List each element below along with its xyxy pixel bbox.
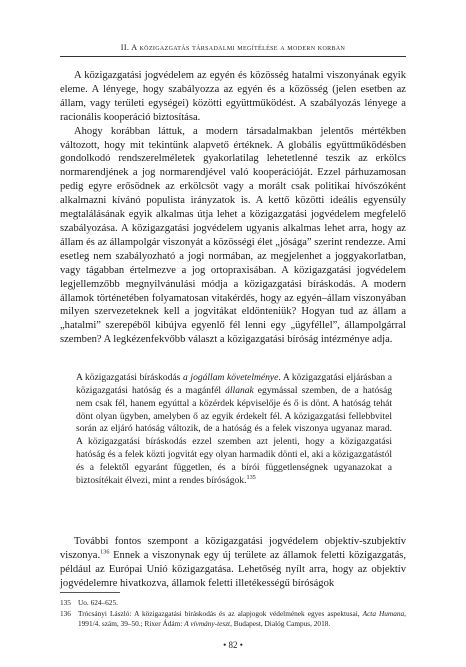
footnote-135 [60, 598, 406, 608]
header-rule [60, 56, 406, 57]
footnote-text-c: , Budapest, Dialóg Campus, 2018. [230, 619, 331, 629]
footnote-ref-135[interactable]: 135 [246, 473, 256, 481]
paragraph-3-text-a: További fontos szempont a közigazgatási jogvédelem objektív-szubjektív viszonya. [60, 536, 406, 561]
main-text [60, 69, 406, 347]
footnote-text-b: , 1991/4. szám, 39–50.; Rixer Ádám: [78, 609, 406, 629]
footnote-text: Uo. 624–625. [78, 598, 118, 607]
quote-text-b: egymással szemben, de a hatóság nem csak fél, hanem egyúttal a közérdek képviselője és ő is dönt. A hatóság tehát dönt olyan ügyben, amelyben ő az egyik érdekelt fél. A közigazgatási fellebbvitel során az eljáró hatóság változik, de a hatóság és a felek viszonya ugyanaz marad. A közigazgatási bíráskodás ezzel szemben azt jelenti, hogy a közigazgatási hatóság és a felek közti jogvitát egy olyan harmadik dönti el, aki a közigazgatástól és a felektől egyaránt független, és a bírói függetlenségnek ugyanazokat a biztosítékait élvezi, mint a rendes bíróságok. [76, 384, 392, 486]
footnote-ref-136[interactable]: 136 [100, 548, 110, 556]
footnote-text-a: Trócsányi László: A közigazgatási bíráskodás és az alapjogok védelmének egyes aspektusai, [78, 609, 363, 619]
footnote-number: 136 [60, 609, 71, 619]
paragraph-3 [60, 535, 406, 591]
footnote-136 [60, 609, 406, 629]
paragraph-2: Ahogy korábban láttuk, a modern társadalmakban jelentős mértékben változott, hogy mit tekintünk alapvető értéknek. A globális együttműködésben gondolkodó rendszerelméletek gyakorlatilag lehetetlenné teszik az erkölcs normarendjének a jog normarendjével való kooperációját. Ezzel párhuzamosan pedig egyre erősödnek az erkölcsöt vagy a morált csak politikai hívószóként alkalmazni kívánó populista irányzatok is. A kettő közötti ideális egyensúly megtalálásának egyik alkalmas útja lehet a közigazgatási jogvédelem megfelelő szabályozása. A közigazgatási jogvédelem ugyanis alkalmas lehet arra, hogy az állam és az állampolgár viszonyát a közösségi élet „jósága” szerint rendezze. Ami esetleg nem szabályozható a jogi normában, az megjelenhet a joggyakorlatban, vagy tágabban értelmezve a jog ortopraxisában. A közigazgatási jogvédelem legjellemzőbb megnyilvánulási módja a közigazgatási bíráskodás. A modern államok történetében folyamatosan vitakérdés, hogy az egyén–állam viszonyában milyen szervezeteknek kell a jogvitákat eldönteniük? Hogyan tud az állam a „hatalmi” szerepéből kibújva egyenlő fél lenni egy „ügyféllel”, állampolgárral szemben? A legkézenfekvőbb választ a közigazgatási bíróság intézménye adja. [60, 125, 406, 346]
paragraph-3-text-b: Ennek a viszonynak egy új területe az államok feletti közigazgatás, például az Európai Unió közigazgatása. Lehetőség nyílt arra, hogy az objektív jogvédelemre hivatkozva, államok feletti illetékességű bíróságok [60, 549, 406, 589]
footnote-number: 135 [60, 598, 71, 607]
running-head: II. A közigazgatás társadalmi megítélése a modern korban [120, 43, 346, 52]
footnote-book-title: A vívmány-teszt [184, 619, 231, 629]
quote-text-a: . A közigazgatási eljárásban a közigazgatási hatóság és a magánfél [76, 372, 392, 396]
main-text-continued [60, 535, 406, 591]
page-number: • 82 • [223, 640, 243, 650]
paragraph-1: A közigazgatási jogvédelem az egyén és közösség hatalmi viszonyának egyik eleme. A lényege, hogy szabályozza az egyén és a közösség (jelen esetben az állam, vagy területi egységei) közötti együttműködést. A szabályozás lényege a racionális kooperáció biztosítása. [60, 70, 406, 123]
footnote-journal-title: Acta Humana [362, 609, 405, 619]
footnotes [60, 598, 406, 631]
quote-lead: A közigazgatási bíráskodás [76, 372, 184, 383]
footnote-rule [60, 592, 120, 593]
block-quote [76, 372, 392, 488]
quote-text-italic: állanak [225, 384, 254, 396]
quote-lead-italic: a jogállam követelménye [183, 372, 279, 383]
quote-paragraph [76, 372, 392, 488]
